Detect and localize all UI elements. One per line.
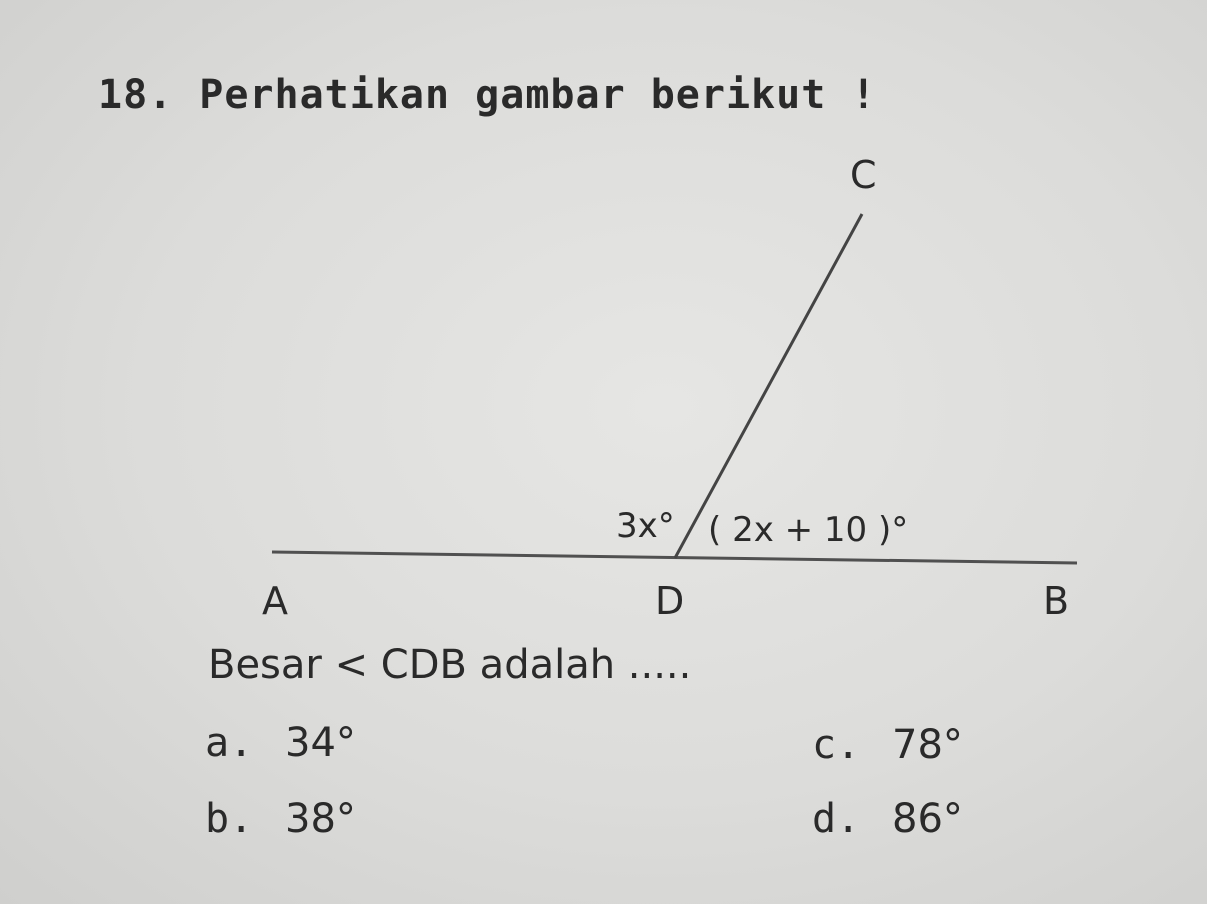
option-value: 38°	[285, 796, 356, 842]
label-d: D	[655, 579, 685, 623]
question-prompt: Besar < CDB adalah .....	[208, 642, 692, 688]
option-letter: d.	[812, 796, 861, 842]
option-c[interactable]	[812, 722, 963, 768]
label-c: C	[850, 153, 877, 197]
label-a: A	[262, 579, 288, 623]
option-value: 34°	[285, 720, 356, 766]
ray-dc	[675, 214, 862, 558]
option-value: 78°	[892, 722, 963, 768]
question-number: 18.	[98, 72, 174, 118]
label-b: B	[1043, 579, 1070, 623]
option-letter: c.	[812, 722, 861, 768]
option-letter: b.	[205, 796, 254, 842]
question-instruction: Perhatikan gambar berikut !	[199, 72, 877, 118]
option-d[interactable]	[812, 796, 963, 842]
angle-adc-label: 3x°	[616, 506, 675, 546]
option-a[interactable]	[205, 720, 356, 766]
option-b[interactable]	[205, 796, 356, 842]
option-letter: a.	[205, 720, 254, 766]
angle-cdb-label: ( 2x + 10 )°	[708, 510, 909, 550]
option-value: 86°	[892, 796, 963, 842]
